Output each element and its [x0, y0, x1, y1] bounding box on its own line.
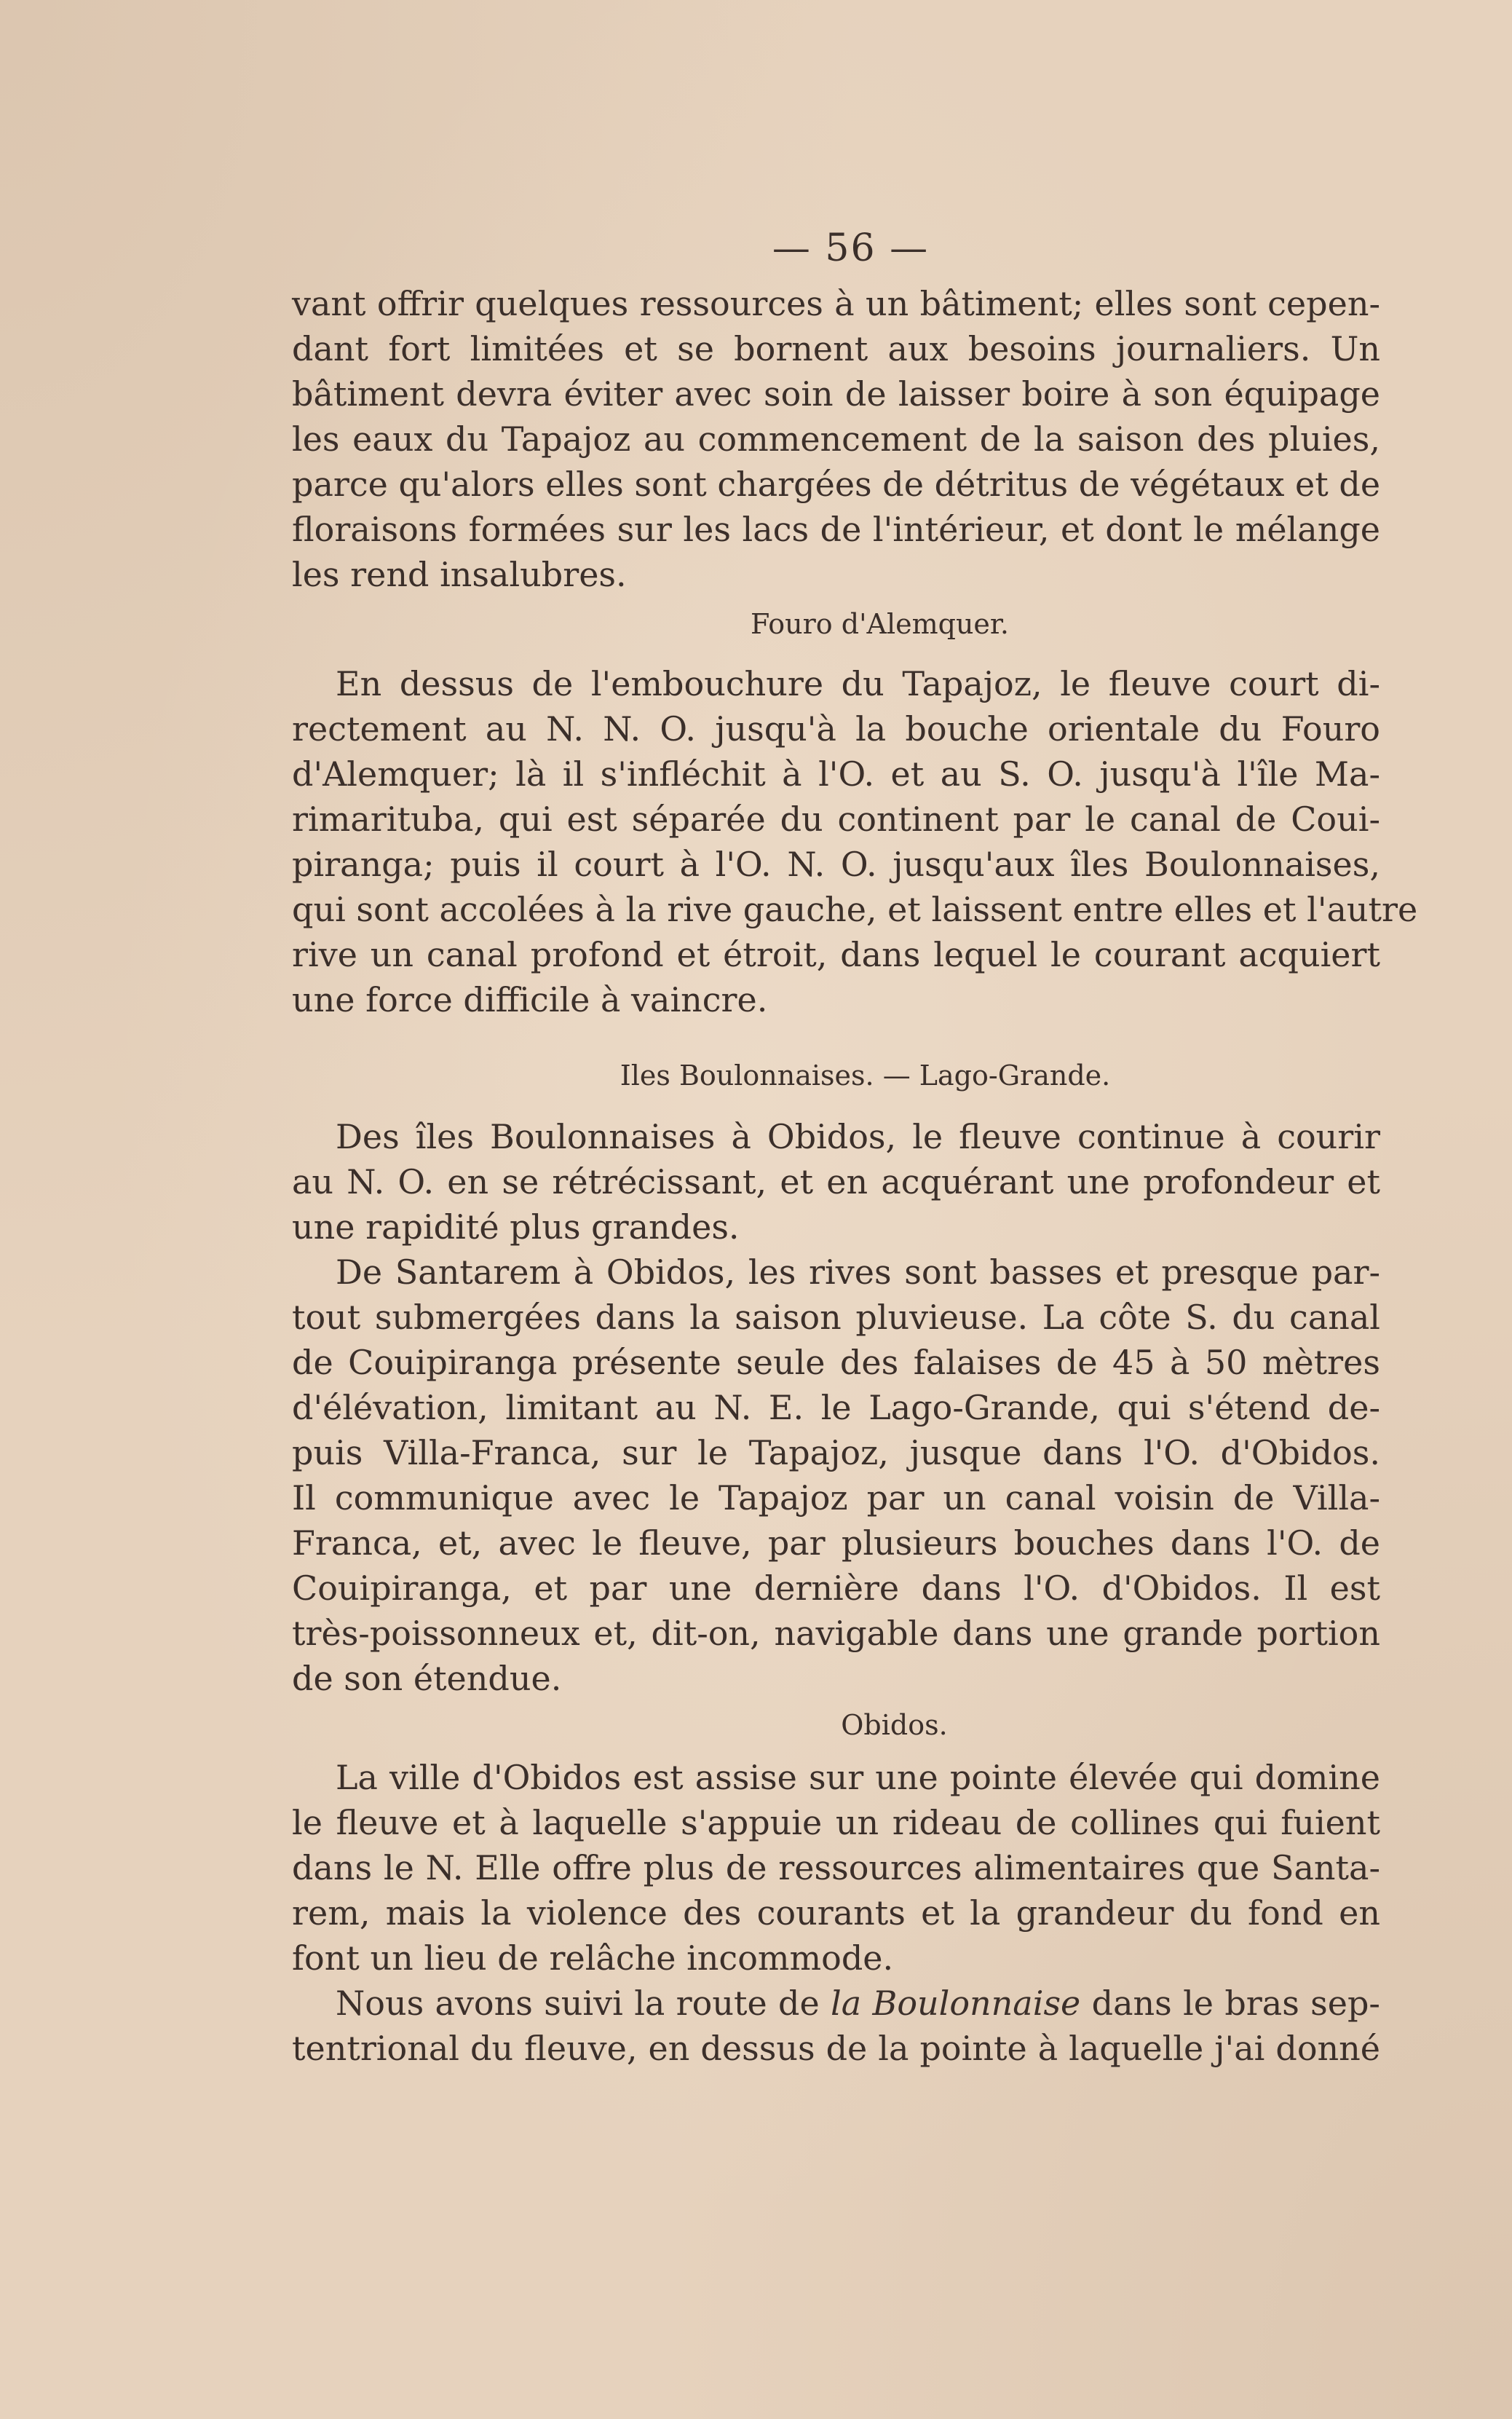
text-line: d'élévation, limitant au N. E. le Lago-Grande, qui s'étend de-: [292, 1388, 1380, 1427]
text-line: de son étendue.: [292, 1659, 562, 1698]
section-heading-obidos: Obidos.: [841, 1709, 948, 1741]
text-line: La ville d'Obidos est assise sur une pointe élevée qui domine: [336, 1758, 1380, 1797]
section-heading-fouro-alemquer: Fouro d'Alemquer.: [750, 608, 1009, 640]
text-line: Franca, et, avec le fleuve, par plusieurs bouches dans l'O. de: [292, 1523, 1380, 1563]
text-line: puis Villa-Franca, sur le Tapajoz, jusque dans l'O. d'Obidos.: [292, 1433, 1380, 1472]
text-line: les eaux du Tapajoz au commencement de la saison des pluies,: [292, 419, 1380, 459]
text-line: Couipiranga, et par une dernière dans l'O. d'Obidos. Il est: [292, 1568, 1380, 1608]
text-line: d'Alemquer; là il s'infléchit à l'O. et au S. O. jusqu'à l'île Ma-: [292, 754, 1380, 794]
text-line: De Santarem à Obidos, les rives sont basses et presque par-: [336, 1252, 1380, 1292]
text-line: tentrional du fleuve, en dessus de la pointe à laquelle j'ai donné: [292, 2029, 1380, 2068]
text-segment: dans le bras sep-: [1091, 1984, 1380, 2023]
text-line: de Couipiranga présente seule des falaises de 45 à 50 mètres: [292, 1343, 1380, 1382]
text-line: vant offrir quelques ressources à un bâtiment; elles sont cepen-: [292, 284, 1380, 323]
text-line: font un lieu de relâche incommode.: [292, 1938, 894, 1978]
text-segment: Nous avons suivi la route de: [336, 1984, 820, 2023]
text-line: les rend insalubres.: [292, 555, 627, 594]
italic-ship-name: la Boulonnaise: [831, 1984, 1081, 2023]
text-line: rimarituba, qui est séparée du continent par le canal de Coui-: [292, 800, 1380, 839]
text-line: En dessus de l'embouchure du Tapajoz, le fleuve court di-: [336, 664, 1380, 703]
text-line: Il communique avec le Tapajoz par un canal voisin de Villa-: [292, 1478, 1380, 1518]
paragraph-2: [292, 661, 1418, 1022]
section-heading-iles-boulonnaises: Iles Boulonnaises. — Lago-Grande.: [620, 1059, 1111, 1092]
text-line: très-poissonneux et, dit-on, navigable dans une grande portion: [292, 1614, 1380, 1653]
paragraph-6: [292, 1981, 1380, 2071]
paragraph-3: [292, 1114, 1380, 1250]
text-line: dant fort limitées et se bornent aux besoins journaliers. Un: [292, 329, 1380, 368]
text-line: rive un canal profond et étroit, dans lequel le courant acquiert: [292, 935, 1380, 974]
text-line: au N. O. en se rétrécissant, et en acquérant une profondeur et: [292, 1162, 1380, 1201]
page-number: — 56 —: [772, 226, 930, 270]
text-line: floraisons formées sur les lacs de l'intérieur, et dont le mélange: [292, 510, 1380, 549]
book-page: [292, 218, 1418, 2071]
text-line: tout submergées dans la saison pluvieuse. La côte S. du canal: [292, 1298, 1380, 1337]
paragraph-4: [292, 1250, 1380, 1701]
text-line: Des îles Boulonnaises à Obidos, le fleuve continue à courir: [336, 1117, 1380, 1156]
text-line: rectement au N. N. O. jusqu'à la bouche orientale du Fouro: [292, 709, 1380, 749]
text-line-mixed: [292, 1981, 1380, 2026]
paragraph-1: [292, 281, 1380, 597]
text-line: le fleuve et à laquelle s'appuie un rideau de collines qui fuient: [292, 1803, 1380, 1842]
text-line: bâtiment devra éviter avec soin de laisser boire à son équipage: [292, 374, 1380, 414]
text-line: une force difficile à vaincre.: [292, 980, 768, 1019]
text-line: une rapidité plus grandes.: [292, 1207, 740, 1247]
text-line: dans le N. Elle offre plus de ressources alimentaires que Santa-: [292, 1848, 1380, 1887]
text-line: piranga; puis il court à l'O. N. O. jusqu'aux îles Boulonnaises,: [292, 845, 1380, 884]
text-line: parce qu'alors elles sont chargées de détritus de végétaux et de: [292, 465, 1381, 504]
paragraph-5: [292, 1755, 1380, 1981]
text-line: qui sont accolées à la rive gauche, et laissent entre elles et l'autre: [292, 890, 1418, 929]
text-line: rem, mais la violence des courants et la grandeur du fond en: [292, 1893, 1380, 1933]
